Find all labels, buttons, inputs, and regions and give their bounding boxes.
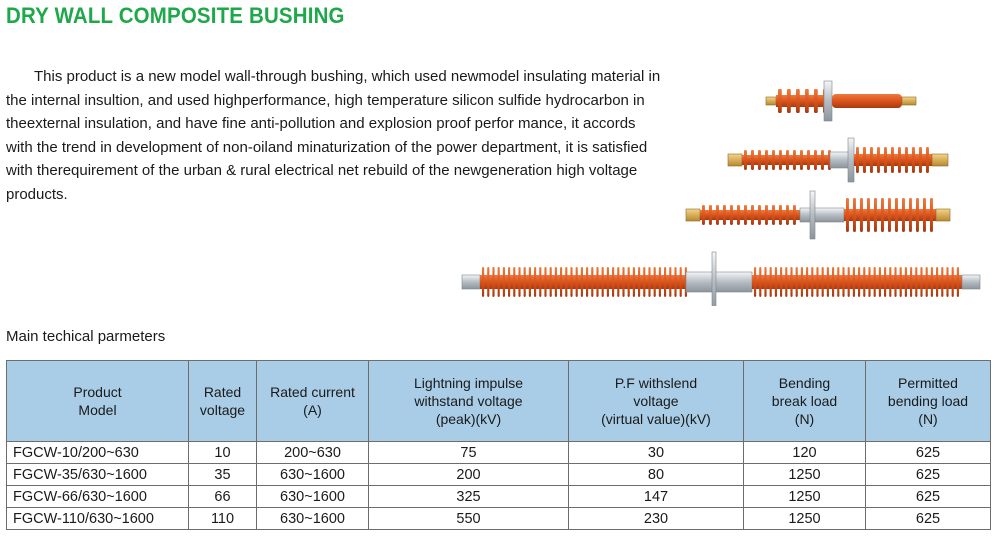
bushing-4-left-shed [539,267,541,297]
bushing-1-left-shed [787,89,791,113]
bushing-4-right-shed [894,267,896,297]
column-header-bending-break-load: Bending break load (N) [744,361,866,442]
bushing-3-right-shed [888,198,891,232]
bushing-4-left-shed [586,267,588,297]
bushing-4-left-shed [669,267,671,297]
bushing-4-left-shed [674,267,676,297]
bushing-3-right-shed [916,198,919,232]
bushing-2-right-shed [905,147,908,173]
bushing-1-left-shed [796,89,800,113]
bushing-4-left-shed [524,267,526,297]
bushing-1-terminal-right [902,97,916,105]
bushing-2-left-shed [821,150,824,170]
bushing-4-right-shed [920,267,922,297]
bushing-3-right-shed [923,198,926,232]
bushing-3-left-shed [709,205,712,225]
bushing-4-left-shed [482,267,484,297]
cell-pf-voltage: 230 [569,508,744,530]
bushing-4-right-shed [759,267,761,297]
bushing-3-sleeve [800,208,844,222]
bushing-4-flange [712,252,716,306]
bushing-4-left-shed [654,267,656,297]
cell-model: FGCW-66/630~1600 [7,486,189,508]
column-header-rated-voltage: Rated voltage [189,361,257,442]
bushing-2-right-shed [891,147,894,173]
bushing-4-left-shed [570,267,572,297]
bushing-4-left-shed [503,267,505,297]
cell-rated-voltage: 35 [189,464,257,486]
bushing-2-left-shed [751,150,754,170]
bushing-4-right-shed [910,267,912,297]
bushing-4-right-shed [941,267,943,297]
bushing-4-right-shed [889,267,891,297]
bushing-2-right-shed [919,147,922,173]
bushing-3-right-shed [902,198,905,232]
bushing-2-sleeve [830,152,850,168]
bushing-3-left-shed [702,205,705,225]
bushing-4-left-shed [581,267,583,297]
bushing-3-right-shed [846,198,849,232]
cell-pf-voltage: 30 [569,442,744,464]
cell-bending-break-load: 1250 [744,508,866,530]
bushing-3-left-shed [751,205,754,225]
bushing-1-right-tube [832,94,902,108]
bushing-4-right-shed [858,267,860,297]
bushing-4-right-shed [770,267,772,297]
bushing-3-right-shed [909,198,912,232]
bushing-4-right-shed [879,267,881,297]
cell-lightning-impulse: 550 [369,508,569,530]
bushing-2-left-shed [779,150,782,170]
bushing-4-left-shed [622,267,624,297]
bushing-4-left-shed [534,267,536,297]
bushing-4-right-shed [946,267,948,297]
parameters-caption: Main techical parmeters [6,328,166,345]
bushing-4-left-shed [544,267,546,297]
bushing-4-right-shed [931,267,933,297]
bushing-4-right-shed [853,267,855,297]
bushing-4-left-shed [664,267,666,297]
bushing-4-right-shed [842,267,844,297]
bushing-2-left-shed [793,150,796,170]
bushing-2-left-shed [807,150,810,170]
bushing-2-left-shed [758,150,761,170]
cell-rated-voltage: 110 [189,508,257,530]
bushing-3-right-shed [867,198,870,232]
bushing-3-left-shed [772,205,775,225]
bushing-4-left-shed [492,267,494,297]
page-title: DRY WALL COMPOSITE BUSHING [6,3,345,28]
table-row [7,442,991,464]
bushing-4-right-shed [822,267,824,297]
bushing-3-left-shed [744,205,747,225]
bushing-1-left-shed [805,89,809,113]
bushing-4-left-shed [633,267,635,297]
bushing-1-left-shed [778,89,782,113]
cell-rated-voltage: 66 [189,486,257,508]
bushing-1-terminal-left [766,97,776,105]
bushing-4-left-shed [518,267,520,297]
bushing-3-left-shed [793,205,796,225]
bushing-1-flange [824,81,832,121]
bushing-2-right-shed [870,147,873,173]
bushing-4-right-shed [915,267,917,297]
bushing-4-end-left [462,275,480,289]
cell-model: FGCW-35/630~1600 [7,464,189,486]
bushing-2-right-shed [926,147,929,173]
table-header-row [7,361,991,442]
bushing-3-left-shed [779,205,782,225]
bushing-2-left-shed [765,150,768,170]
bushing-2-left-shed [800,150,803,170]
cell-model: FGCW-110/630~1600 [7,508,189,530]
cell-rated-voltage: 10 [189,442,257,464]
bushing-2-left-shed [814,150,817,170]
bushing-4-left-shed [638,267,640,297]
bushing-4-left-shed [643,267,645,297]
bushing-4-right-shed [926,267,928,297]
cell-permitted-bending-load: 625 [866,508,991,530]
bushing-3-terminal-left [686,209,700,221]
bushing-4-left-shed [596,267,598,297]
bushing-3-right-shed [930,198,933,232]
bushing-4-right-shed [952,267,954,297]
bushing-4-left-shed [560,267,562,297]
bushing-2-left-shed [772,150,775,170]
bushing-4-right-shed [957,267,959,297]
table-row [7,508,991,530]
bushing-3-left-shed [716,205,719,225]
bushing-4-left-shed [602,267,604,297]
bushing-2-right-shed [884,147,887,173]
bushing-2-right-shed [912,147,915,173]
bushing-2-flange [848,138,854,182]
cell-permitted-bending-load: 625 [866,464,991,486]
bushing-2-left-shed [744,150,747,170]
bushing-3-left-shed [765,205,768,225]
bushing-4-left-shed [487,267,489,297]
bushing-4-right-shed [764,267,766,297]
bushing-4-left-shed [607,267,609,297]
bushing-4-right-shed [754,267,756,297]
bushing-4-right-shed [796,267,798,297]
bushing-4-left-shed [513,267,515,297]
bushing-4-left-shed [555,267,557,297]
bushing-1-left-shed [814,89,818,113]
cell-rated-current: 630~1600 [257,508,369,530]
column-header-permitted-bending-load: Permitted bending load (N) [866,361,991,442]
cell-pf-voltage: 80 [569,464,744,486]
cell-permitted-bending-load: 625 [866,486,991,508]
bushing-3-flange [810,191,815,239]
bushing-4-right-shed [837,267,839,297]
column-header-pf-voltage: P.F withslend voltage (virtual value)(kV) [569,361,744,442]
table-row [7,464,991,486]
bushing-4-right-shed [905,267,907,297]
bushing-3-terminal-right [936,209,950,221]
bushing-4-right-shed [884,267,886,297]
table-row [7,486,991,508]
bushing-4-right-shed [936,267,938,297]
cell-lightning-impulse: 200 [369,464,569,486]
bushing-3-left-shed [737,205,740,225]
bushing-4-right-shed [785,267,787,297]
cell-rated-current: 630~1600 [257,464,369,486]
cell-pf-voltage: 147 [569,486,744,508]
column-header-lightning-impulse: Lightning impulse withstand voltage (peak)(kV) [369,361,569,442]
bushing-4-right-shed [816,267,818,297]
bushing-4-right-shed [790,267,792,297]
bushing-4-left-shed [498,267,500,297]
bushing-4-left-shed [648,267,650,297]
cell-bending-break-load: 1250 [744,486,866,508]
bushing-4-right-shed [848,267,850,297]
bushing-4-left-shed [576,267,578,297]
bushing-4-sleeve [686,272,752,292]
bushing-product-image [460,76,990,306]
bushing-4-right-shed [806,267,808,297]
product-description: This product is a new model wall-through bushing, which used newmodel insulating material in the internal insultion, and used highperformance, high temperature silicon sulfide hydrocarbon in theexternal insulation, and have fine anti-pollution and explosion proof perfor mance, it accords with the trend in development of non-oiland minaturization of the power department, it is satisfied with therequirement of the urban & rural electrical net rebuild of the newgeneration high voltage products. [6,68,661,203]
bushing-3-right-shed [860,198,863,232]
cell-bending-break-load: 120 [744,442,866,464]
bushing-4-right-shed [775,267,777,297]
bushing-4-right-shed [832,267,834,297]
bushing-3-left-shed [758,205,761,225]
bushing-3-right-shed [874,198,877,232]
bushing-4-left-shed [550,267,552,297]
bushing-4-right-shed [863,267,865,297]
bushing-2-right-shed [898,147,901,173]
bushing-3-left-core [700,210,800,220]
bushing-2-terminal-right [932,154,948,166]
bushing-2-right-shed [863,147,866,173]
bushing-4-left-shed [591,267,593,297]
bushing-1-left-core [776,95,828,107]
bushing-4-right-shed [780,267,782,297]
bushing-4-right-shed [868,267,870,297]
cell-model: FGCW-10/200~630 [7,442,189,464]
bushing-4-right-shed [811,267,813,297]
cell-rated-current: 200~630 [257,442,369,464]
bushing-4-left-shed [529,267,531,297]
bushing-4-right-core [752,275,962,289]
column-header-rated-current: Rated current (A) [257,361,369,442]
bushing-3-left-shed [723,205,726,225]
bushing-3-left-shed [730,205,733,225]
cell-rated-current: 630~1600 [257,486,369,508]
bushing-2-left-shed [786,150,789,170]
bushing-4-right-shed [801,267,803,297]
cell-bending-break-load: 1250 [744,464,866,486]
bushing-4-left-shed [508,267,510,297]
bushing-3-left-shed [786,205,789,225]
bushing-4-left-shed [565,267,567,297]
bushing-2-terminal-left [728,154,742,166]
bushing-4-left-shed [628,267,630,297]
bushing-2-right-shed [877,147,880,173]
bushing-4-right-shed [827,267,829,297]
bushing-4-left-shed [612,267,614,297]
bushing-4-right-shed [874,267,876,297]
column-header-product-model: Product Model [7,361,189,442]
bushing-3-right-shed [853,198,856,232]
bushing-4-right-shed [900,267,902,297]
bushing-4-end-right [962,275,980,289]
cell-lightning-impulse: 325 [369,486,569,508]
cell-lightning-impulse: 75 [369,442,569,464]
bushing-3-right-shed [895,198,898,232]
bushing-4-left-shed [680,267,682,297]
bushing-3-right-shed [881,198,884,232]
bushing-4-left-shed [659,267,661,297]
cell-permitted-bending-load: 625 [866,442,991,464]
bushing-2-right-shed [856,147,859,173]
parameters-table [6,360,991,530]
bushing-4-left-shed [617,267,619,297]
